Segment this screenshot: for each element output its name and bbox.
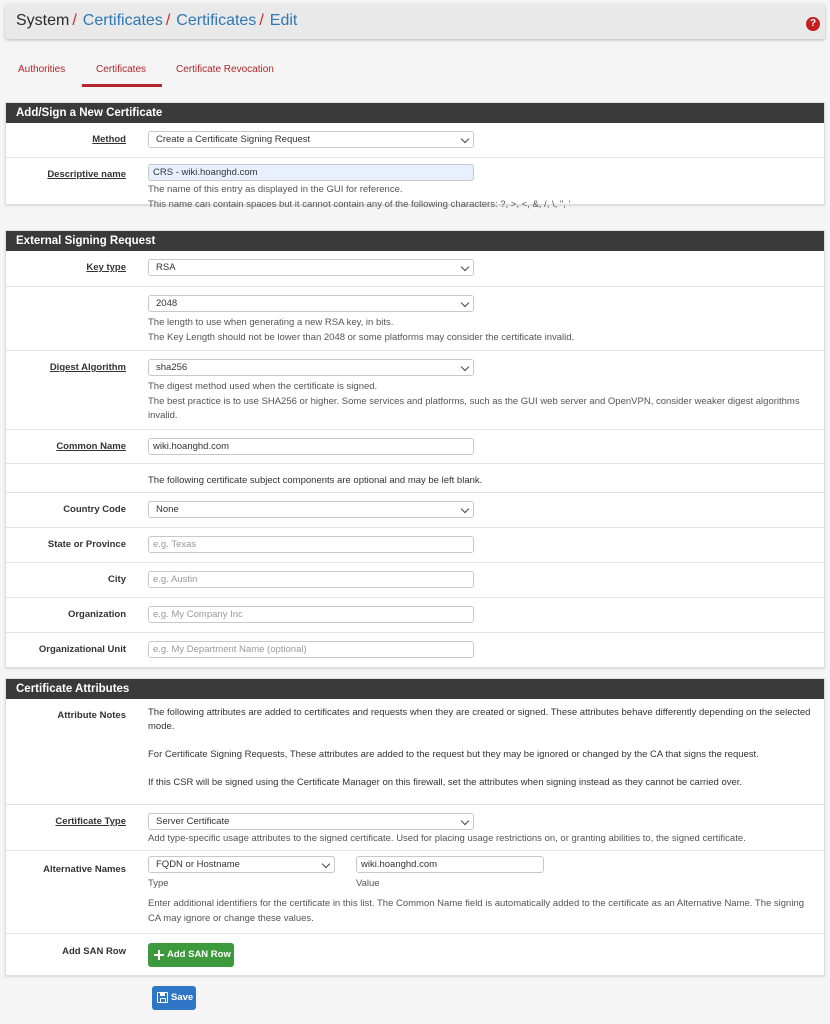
certificate-type-value: Server Certificate — [156, 816, 230, 827]
breadcrumb-system: System — [16, 12, 70, 29]
country-code-select[interactable] — [148, 501, 474, 518]
state-label: State or Province — [47, 539, 126, 550]
key-length-row — [6, 286, 824, 350]
san-type-caption: Type — [148, 878, 169, 889]
tab-authorities[interactable]: Authorities — [18, 64, 66, 75]
digest-algorithm-help-1: The digest method used when the certificate is signed. — [148, 381, 378, 392]
panel-title: External Signing Request — [6, 231, 824, 251]
add-san-row-button[interactable] — [148, 943, 234, 967]
city-row — [6, 562, 824, 597]
breadcrumb-separator: / — [165, 12, 171, 29]
key-type-value: RSA — [156, 262, 176, 273]
breadcrumb-bar — [5, 4, 825, 39]
certificate-type-select[interactable] — [148, 813, 474, 830]
certificate-type-row — [6, 804, 824, 850]
alternative-names-row — [6, 850, 824, 933]
optional-note-text: The following certificate subject components are optional and may be left blank. — [148, 475, 483, 486]
attribute-notes-row — [6, 699, 824, 804]
chevron-down-icon — [461, 263, 469, 271]
city-input[interactable]: e.g. Austin — [148, 571, 474, 588]
digest-algorithm-help-2: The best practice is to use SHA256 or higher. Some services and platforms, such as the GUI web server and OpenVPN, consider weaker digest algorithms invalid. — [148, 395, 800, 421]
breadcrumb-certificates-link[interactable]: Certificates — [82, 12, 163, 29]
active-tab-indicator — [82, 84, 162, 87]
chevron-down-icon — [461, 505, 469, 513]
state-row — [6, 527, 824, 562]
descriptive-name-input[interactable]: CRS - wiki.hoanghd.com — [148, 164, 474, 181]
country-code-label: Country Code — [63, 504, 126, 515]
organization-label: Organization — [67, 609, 126, 620]
san-type-value: FQDN or Hostname — [156, 859, 240, 870]
breadcrumb-separator: / — [259, 12, 264, 29]
organization-input[interactable]: e.g. My Company Inc — [148, 606, 474, 623]
digest-algorithm-value: sha256 — [156, 362, 188, 373]
save-icon — [157, 992, 168, 1003]
attribute-notes-p3: If this CSR will be signed using the Certificate Manager on this firewall, set the attributes when signing instead as they cannot be carried over. — [148, 777, 743, 788]
san-value-input[interactable]: wiki.hoanghd.com — [356, 856, 544, 873]
tab-certificates[interactable]: Certificates — [96, 64, 147, 75]
chevron-down-icon — [461, 299, 469, 307]
optional-note-row — [6, 463, 824, 492]
method-value: Create a Certificate Signing Request — [156, 134, 311, 145]
attribute-notes-p2: For Certificate Signing Requests, These attributes are added to the request but they may be ignored or changed by the CA that signs the request. — [148, 749, 759, 760]
digest-algorithm-select[interactable] — [148, 359, 474, 376]
question-circle-icon[interactable]: ? — [806, 17, 820, 31]
method-label: Method — [92, 134, 126, 145]
san-value-caption: Value — [356, 878, 380, 889]
external-signing-request-panel — [5, 230, 825, 668]
descriptive-name-help-2: This name can contain spaces but it cannot contain any of the following characters: ?, >, <, &, /, \, ", ' — [148, 198, 571, 210]
method-select[interactable] — [148, 131, 474, 148]
digest-algorithm-row — [6, 350, 824, 429]
breadcrumb-separator: / — [72, 12, 77, 29]
descriptive-name-label: Descriptive name — [47, 169, 126, 180]
panel-title: Certificate Attributes — [6, 679, 824, 699]
organizational-unit-row — [6, 632, 824, 667]
chevron-down-icon — [461, 363, 469, 371]
attribute-notes-label: Attribute Notes — [57, 710, 126, 721]
tab-certificate-revocation[interactable]: Certificate Revocation — [176, 64, 274, 75]
common-name-input[interactable]: wiki.hoanghd.com — [148, 438, 474, 455]
key-length-select[interactable] — [148, 295, 474, 312]
common-name-row — [6, 429, 824, 463]
certificate-type-label: Certificate Type — [55, 816, 126, 827]
organizational-unit-label: Organizational Unit — [38, 644, 126, 655]
digest-algorithm-label: Digest Algorithm — [49, 362, 126, 373]
add-san-label: Add SAN Row — [62, 946, 126, 957]
descriptive-name-help-1: The name of this entry as displayed in the GUI for reference. — [148, 184, 403, 195]
attribute-notes-p1: The following attributes are added to certificates and requests when they are created or signed. These attributes behave differently depending on the selected mode. — [148, 707, 811, 732]
descriptive-name-row — [6, 157, 824, 210]
method-row — [6, 123, 824, 157]
city-label: City — [108, 574, 126, 585]
breadcrumb-certificates-sub-link[interactable]: Certificates — [176, 12, 257, 29]
key-type-row — [6, 251, 824, 286]
add-san-row — [6, 933, 824, 975]
key-length-value: 2048 — [156, 298, 178, 309]
save-button[interactable] — [152, 986, 196, 1010]
country-code-value: None — [156, 504, 179, 515]
country-code-row — [6, 492, 824, 527]
key-type-select[interactable] — [148, 259, 474, 276]
key-type-label: Key type — [86, 262, 126, 273]
common-name-label: Common Name — [56, 441, 126, 452]
certificate-attributes-panel — [5, 678, 825, 976]
chevron-down-icon — [322, 860, 330, 868]
save-button-label: Save — [171, 992, 194, 1003]
organization-row — [6, 597, 824, 632]
panel-title: Add/Sign a New Certificate — [6, 103, 824, 123]
alternative-names-label: Alternative Names — [43, 864, 126, 875]
key-length-help-1: The length to use when generating a new RSA key, in bits. — [148, 317, 394, 328]
chevron-down-icon — [461, 817, 469, 825]
add-sign-panel — [5, 102, 825, 210]
chevron-down-icon — [461, 135, 469, 143]
plus-icon — [154, 950, 164, 960]
breadcrumb — [16, 12, 297, 30]
san-type-select[interactable] — [148, 856, 335, 873]
alternative-names-help: Enter additional identifiers for the certificate in this list. The Common Name field is automatically added to the certificate as an Alternative Name. The signing CA may ignore or change these values. — [148, 898, 805, 924]
add-san-button-label: Add SAN Row — [167, 949, 231, 960]
organizational-unit-input[interactable]: e.g. My Department Name (optional) — [148, 641, 474, 658]
certificate-type-help: Add type-specific usage attributes to the signed certificate. Used for placing usage restrictions on, or granting abilities to, the signed certificate. — [148, 833, 746, 844]
breadcrumb-edit-link[interactable]: Edit — [269, 12, 298, 29]
state-input[interactable]: e.g. Texas — [148, 536, 474, 553]
key-length-help-2: The Key Length should not be lower than 2048 or some platforms may consider the certificate invalid. — [148, 331, 575, 343]
